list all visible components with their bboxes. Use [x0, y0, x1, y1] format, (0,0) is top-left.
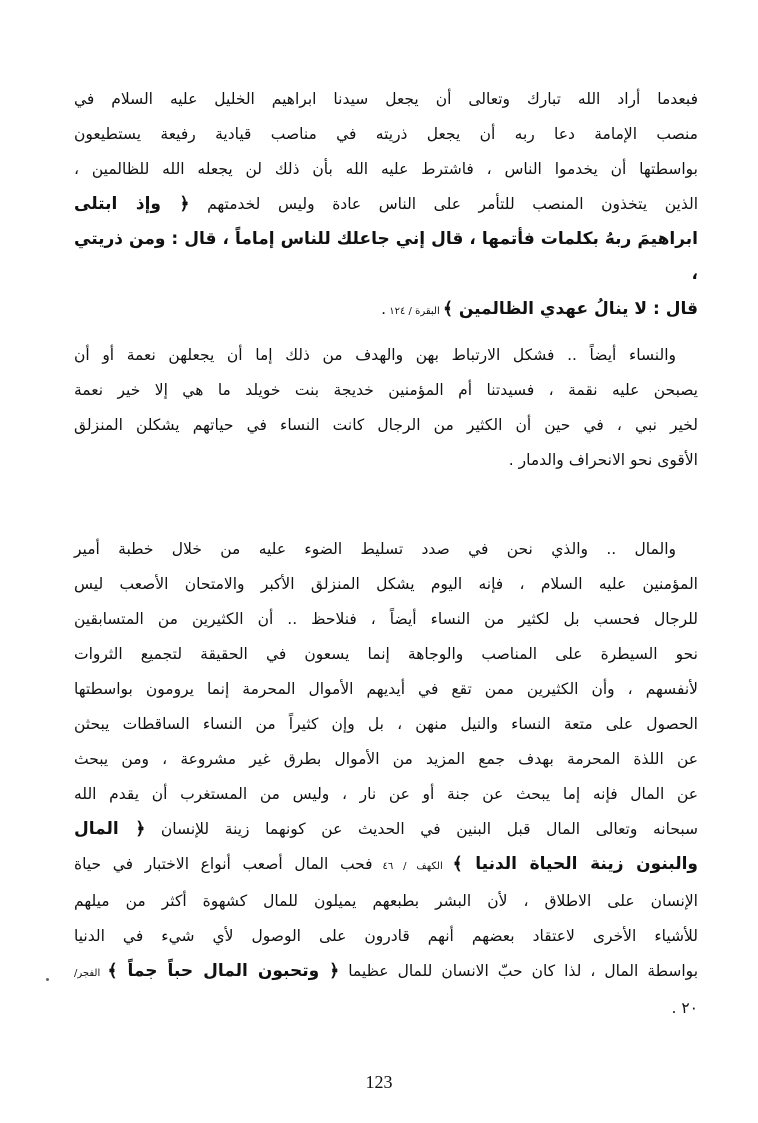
text-line	[74, 373, 698, 408]
text-line	[74, 812, 698, 847]
body-text: فحب المال أصعب أنواع الاختبار في حياة	[74, 855, 373, 873]
body-text: سبحانه وتعالى المال قبل البنين في الحديث عن كونهما زينة للإنسان	[145, 820, 698, 838]
body-text: منصب الإمامة دعا ربه أن يجعل ذريته في مناصب قيادية رفيعة يستطيعون	[74, 125, 698, 143]
verse-reference: الفجر/	[74, 968, 108, 979]
body-text: بواسطتها أن يخدموا الناس ، فاشترط عليه الله بأن ذلك لن يجعله الله للظالمين ،	[74, 160, 698, 178]
text-line	[74, 884, 698, 919]
text-line	[74, 338, 698, 373]
paragraph-wealth	[74, 532, 698, 1026]
body-text: للرجال فحسب بل لكثير من النساء أيضاً ، فنلاحظ .. أن الكثيرين من المتسابقين	[74, 610, 698, 628]
text-line	[74, 777, 698, 812]
verse-reference: الكهف / ٤٦	[372, 861, 453, 872]
quran-quote: والبنون زينة الحياة الدنيا ﴾	[452, 854, 698, 874]
text-line	[74, 222, 698, 292]
quran-quote: ابراهيمَ ربهُ بكلمات فأتمها ، قال إني جاعلك للناس إماماً ، قال : ومن ذريتي ،	[74, 229, 698, 284]
text-line	[74, 187, 698, 222]
text-line	[74, 408, 698, 443]
text-line	[74, 152, 698, 187]
body-text: فبعدما أراد الله تبارك وتعالى أن يجعل سيدنا ابراهيم الخليل عليه السلام في	[74, 90, 698, 108]
quran-quote: ﴿ وتحبون المال حباً جماً ﴾	[107, 961, 340, 981]
body-text: الحصول على متعة النساء والنيل منهن ، بل وإن كثيراً من النساء الساقطات يبحثن	[74, 715, 698, 733]
quran-quote: ﴿ المال	[74, 819, 146, 839]
text-line	[74, 742, 698, 777]
page-number: 123	[365, 1072, 393, 1092]
body-text: والنساء أيضاً .. فشكل الارتباط بهن والهدف من ذلك إما أن يجعلهن نعمة أو أن	[74, 346, 676, 364]
body-text: الأقوى نحو الانحراف والدمار .	[508, 451, 698, 469]
body-text: لأنفسهم ، وأن الكثيرين ممن تقع في أيديهم الأموال المحرمة إنما يرومون بواسطتها	[74, 680, 698, 698]
text-line	[74, 707, 698, 742]
body-text: بواسطة المال ، لذا كان حبّ الانسان للمال عظيما	[339, 962, 699, 980]
quran-quote: ﴿ وإذ ابتلى	[74, 194, 190, 214]
body-text: المؤمنين عليه السلام ، فإنه اليوم يشكل المنزلق الأكبر والامتحان الأصعب ليس	[74, 575, 698, 593]
body-text: عن اللذة المحرمة بهدف جمع المزيد من الأموال بطرق غير مشروعة ، ومن يبحث	[74, 750, 698, 768]
verse-reference: البقرة / ١٢٤	[386, 306, 443, 317]
text-line	[74, 991, 698, 1026]
text-line	[74, 954, 698, 991]
body-text: الذين يتخذون المنصب للتأمر على الناس عادة وليس لخدمتهم	[189, 195, 698, 213]
text-line	[74, 292, 698, 329]
body-text: عن المال فإنه إما يبحث عن جنة أو عن نار ، وليس من المستغرب أن يقدم الله	[74, 785, 698, 803]
scan-speck	[46, 978, 49, 981]
text-line	[74, 672, 698, 707]
body-text: الإنسان على الاطلاق ، لأن البشر بطبعهم يميلون للمال كشهوة أكثر من ميلهم	[74, 892, 698, 910]
body-text: للأشياء الأخرى لاعتقاد بعضهم أنهم قادرون على الوصول لأي شيء في الدنيا	[74, 927, 698, 945]
body-text: يصبحن عليه نقمة ، فسيدتنا أم المؤمنين خديجة بنت خويلد ما هي إلا خير نعمة	[74, 381, 698, 399]
text-line	[74, 567, 698, 602]
text-line	[74, 847, 698, 884]
text-line	[74, 443, 698, 478]
paragraph-ibrahim-imamate	[74, 82, 698, 329]
body-text: نحو السيطرة على المناصب والوجاهة إنما يسعون في الحقيقة لتجميع الثروات	[74, 645, 698, 663]
body-text: والمال .. والذي نحن في صدد تسليط الضوء عليه من خلال خطبة أمير	[74, 540, 676, 558]
text-line	[74, 117, 698, 152]
paragraph-women	[74, 338, 698, 478]
text-line	[74, 919, 698, 954]
body-text: .	[381, 300, 387, 318]
body-text: لخير نبي ، في حين أن الكثير من الرجال كانت النساء في حياتهم يشكلن المنزلق	[74, 416, 698, 434]
text-line	[74, 602, 698, 637]
text-line	[74, 532, 698, 567]
text-line	[74, 82, 698, 117]
body-text: ٢٠ .	[671, 999, 698, 1017]
text-line	[74, 637, 698, 672]
quran-quote: قال : لا ينالُ عهدي الظالمين ﴾	[442, 299, 698, 319]
